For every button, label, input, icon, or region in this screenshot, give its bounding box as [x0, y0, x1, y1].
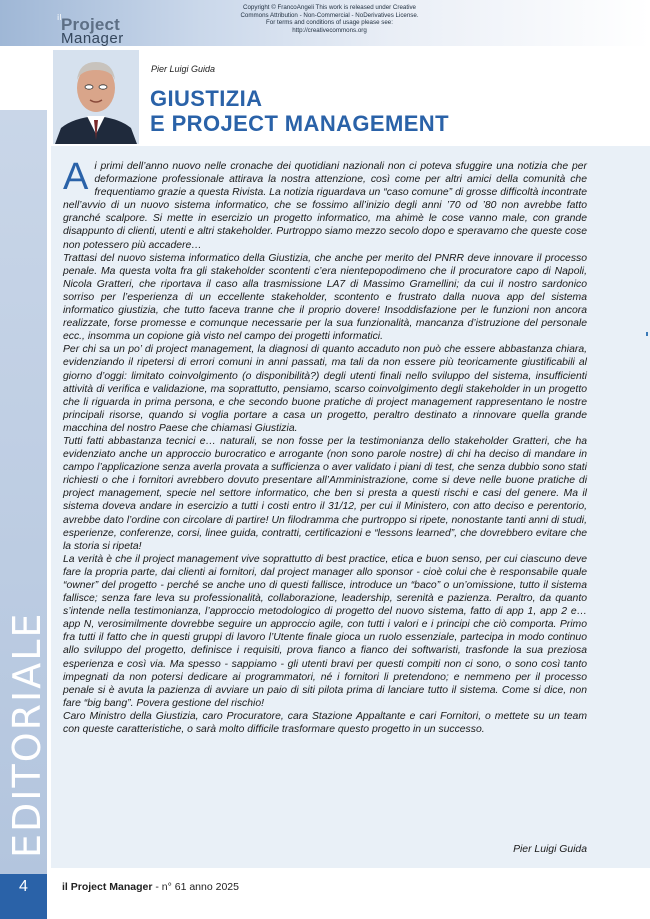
page-title: [150, 86, 449, 136]
license-line: For terms and conditions of usage please see:: [266, 19, 393, 26]
title-line: E PROJECT MANAGEMENT: [150, 111, 449, 136]
license-notice: [222, 4, 437, 34]
license-link[interactable]: http://creativecommons.org: [292, 26, 367, 34]
title-line: GIUSTIZIA: [150, 86, 263, 111]
edge-mark: [646, 332, 648, 336]
author-portrait-icon: [53, 50, 139, 144]
drop-cap: A: [63, 156, 89, 198]
page-number: 4: [19, 878, 28, 895]
logo-word-project: Project: [61, 15, 121, 34]
author-name: Pier Luigi Guida: [151, 64, 216, 74]
paragraph: Per chi sa un po’ di project management, la diagnosi di quanto accaduto non può che essere abbastanza chiara, evidenziando il ripetersi di errori comuni in anni passati, ma tali da non essere più teoricamente giustificabili al giorno d’oggi: limitato coinvolgimento (o disponibilità?) degli utenti finali nello sviluppo del sistema, insufficienti attività di verifica e validazione, ma soprattutto, pensiamo, scarso coinvolgimento degli stakeholder in un progetto che li riguarda in prima persona, e che secondo buone pratiche di project management rappresentano le nostre principali risorse, quando si voglia portare a casa un progetto, peraltro destinato a rinnovare quella grande macchina del nostro Paese che chiamasi Giustizia.: [63, 344, 587, 434]
paragraph: Tutti fatti abbastanza tecnici e… naturali, se non fosse per la testimonianza dello stakeholder Gratteri, che ha evidenziato anche un approccio burocratico e arrogante (non sono parole nostre) di chi ha deciso di mandare in campo l’applicazione senza averla provata a sufficienza o aver validato i piani di test, che senza dubbio sono stati richiesti o che i fornitori avrebbero dovuto presentare all’Amministrazione, come si deve nelle buone pratiche di project management, specie nel settore informatico, che ben si presta a questi rischi e casi del genere. Ma il sistema doveva andare in esercizio a tutti i costi entro il 31/12, per cui il Ministero, con atto deciso e perentorio, avrebbe dato l’ordine con circolare di partire! Un filodramma che purtroppo si ripete, nonostante tanti anni di studi, esperienze, conferenze, corsi, linee guida, contratti, certificazioni e “lessons learned”, che dovrebbero evitare che la storia si ripeta!: [63, 435, 587, 552]
paragraph: [63, 156, 587, 252]
signature: Pier Luigi Guida: [513, 844, 587, 855]
section-label: EDITORIALE: [5, 611, 49, 858]
license-line: Commons Attribution - Non-Commercial - NoDerivatives License.: [240, 11, 419, 19]
paragraph: La verità è che il project management vive soprattutto di best practice, etica e buon senso, per cui ciascuno deve fare la propria parte, dai clienti ai fornitori, dal project manager allo sponsor - cioè colui che è responsabile quale “owner” del progetto - perché se anche uno di questi fallisce, introduce un “baco” o un’omissione, tutto il sistema fallisce; senza fare leva su professionalità, collaborazione, leadership, serenità e pazienza. Peraltro, da quanto s’intende nella testimonianza, l’approccio metodologico di progetto del nuovo sistema, fatto di app 1, app 2 e… app N, verosimilmente dovrebbe seguire un approccio agile, con tutti i valori e i principi che ciò comporta. Primo fra tutti il fatto che in questi gruppi di lavoro l’Utente finale gioca un ruolo essenziale, partecipa in modo continuo allo sviluppo del progetto, definisce i requisiti, prova fianco a fianco dei softwaristi, trasfonde la sua preziosa esperienza e così via. Ma spesso - sappiamo - gli utenti bravi per questi compiti non ci sono, o sono così tanto impegnati da non potersi dedicare ai programmatori, né i fornitori li pretendono; e nemmeno per il processo penale si è avuta la pazienza di avviare un paio di siti pilota prima di lanciare tutto il sistema. Come si dice, non fare “big bang”. Povera gestione del rischio!: [63, 553, 587, 709]
issue-info: - n° 61 anno 2025: [152, 881, 239, 893]
author-photo: [53, 50, 139, 144]
paragraph-text: i primi dell’anno nuovo nelle cronache dei quotidiani nazionali non ci poteva sfuggire una notizia che per deformazione professionale attirava la nostra attenzione, così come per altri amici della comunità che frequentiamo grazie a questa Rivista. La notizia riguardava un “caso comune” di grosse difficoltà incontrate nell’avvio di un nuovo sistema informatico, che se fossimo all’inizio degli anni ’70 od ’80 non avrebbe fatto granché scalpore. Si mette in esercizio un progetto informatico, ma ahimè le cose vanno male, con grande disappunto di clienti, utenti e altri stakeholder. Purtroppo siamo mezzo secolo dopo e speravamo che queste cose non potessero più accadere…: [63, 161, 587, 251]
magazine-name: il Project Manager: [62, 881, 153, 893]
logo-word-manager: Manager: [61, 30, 124, 47]
footer-citation: [62, 881, 239, 893]
paragraph: Caro Ministro della Giustizia, caro Procuratore, cara Stazione Appaltante e cari Fornitori, o mettete su un team con queste caratteristiche, o sarà molto difficile trasformare questo progetto in un successo.: [63, 710, 587, 736]
license-line: Copyright © FrancoAngeli This work is released under Creative: [243, 4, 416, 11]
magazine-logo: [57, 13, 147, 45]
article-body: [63, 156, 587, 736]
logo-il: il: [57, 13, 62, 22]
paragraph: Trattasi del nuovo sistema informatico della Giustizia, che anche per merito del PNRR deve innovare il processo penale. Ma questa volta fra gli stakeholder scontenti c’era nientepopodimeno che il procuratore capo di Napoli, Nicola Gratteri, che riportava il caso alla trasmissione LA7 di Massimo Gramellini; da cui il nostro sardonico sorriso per l’esperienza di un eccellente stakeholder, scontento e frustrato dalla nuova app del sistema informatico giustizia, che tutto faceva tranne che il proprio dovere! Insoddisfazione per le funzioni non ancora realizzate, forse promesse e comunque necessarie per la sua funzionalità, mancanza d’istruzione del personale ecc., insomma un copione già visto nel campo dei progetti informatici.: [63, 252, 587, 343]
